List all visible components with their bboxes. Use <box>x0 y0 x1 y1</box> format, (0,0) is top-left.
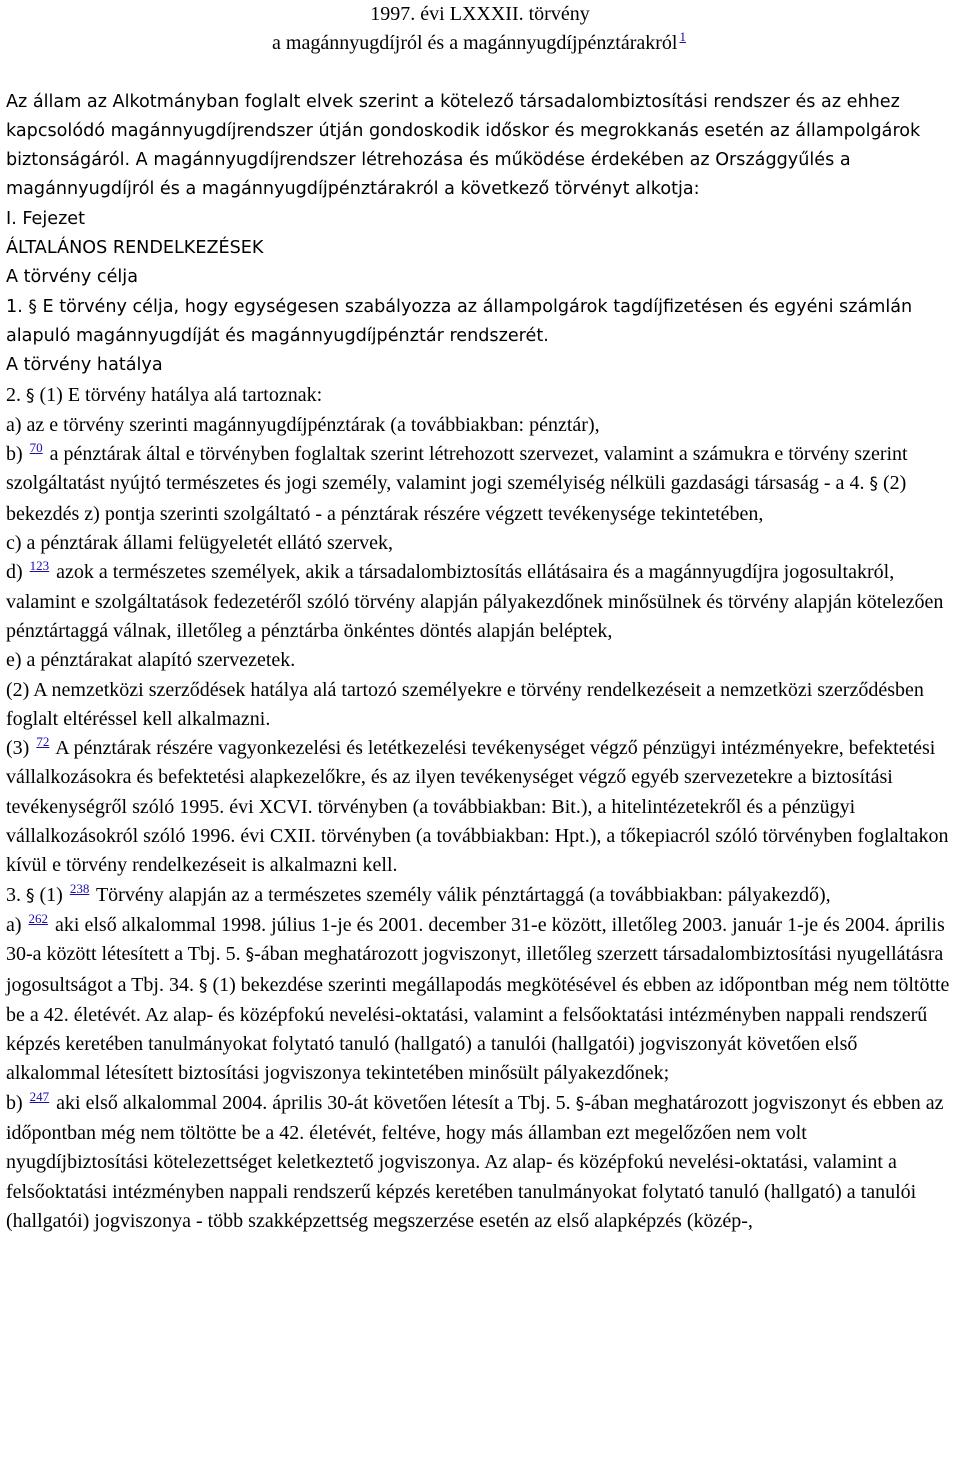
paragraph-label: (3) <box>6 737 30 760</box>
section-sign: § <box>28 296 37 317</box>
point-b-text-2: (2) bekezdés z) pontja szerinti szolgáltató - a pénztárak részére végzett tevékenysége tekintetében, <box>6 472 907 525</box>
section-sign: § <box>26 885 35 906</box>
paragraph-label: (1) <box>39 883 63 906</box>
point-a-text: aki első alkalommal 1998. július 1-je és 2001. december 31-e között, illetőleg 2003. január 1-je és 2004. április 30-a között létesített a Tbj. 5. <box>6 913 945 966</box>
section-sign: § <box>575 1093 585 1114</box>
point-label: b) <box>6 1091 23 1114</box>
law-subtitle-text: a magánnyugdíjról és a magánnyugdíjpénztárakról <box>272 32 678 55</box>
law-title: 1997. évi LXXXII. törvény <box>370 3 590 25</box>
section-2-intro <box>6 381 954 411</box>
section-2-point-b <box>6 440 954 529</box>
section-number: 1. <box>6 296 23 317</box>
section-number: 3. <box>6 883 21 906</box>
section-2-paragraph-3 <box>6 734 954 880</box>
paragraph-3-text: A pénztárak részére vagyonkezelési és letétkezelési tevékenységet végző pénzügyi intézményekre, befektetési vállalkozásokra és befektetési alapkezelőkre, és az ilyen tevékenységet végző egyéb szervezetekre a biztosítási tevékenységről szóló 1995. évi XCVI. törvényben (a továbbiakban: Bit.), a hitelintézetekről és a pénzügyi vállalkozásokról szóló 1996. évi CXII. törvényben (a továbbiakban: Hpt.), a tőkepiacról szóló törvényben foglaltakon kívül e törvény rendelkezéseit is alkalmazni kell. <box>6 737 949 877</box>
point-a-text-3: (1) bekezdése szerinti megállapodás megkötésével és ebben az időpontban még nem töltötte be a 42. életévét. Az alap- és középfokú nevelési-oktatási, valamint a felsőoktatási intézményben nappali rendszerű képzés keretében tanulmányokat folytató tanuló (hallgató) a tanulói (hallgatói) jogviszonyát követően első alkalommal létesített biztosítási jogviszonya tekintetében minősült pályakezdőnek; <box>6 973 950 1085</box>
footnote-link-123[interactable]: 123 <box>29 558 50 574</box>
section-3-point-a <box>6 911 954 1089</box>
point-d-text: azok a természetes személyek, akik a társadalombiztosítás ellátásaira és a magánnyugdíjra jogosultakról, valamint e szolgáltatások fedezetéről szóló törvény alapján pályakezdőnek minősülnek és törvény alapján kötelezően pénztártaggá válnak, illetőleg a pénztárba önkéntes döntés alapján beléptek, <box>6 561 944 642</box>
law-subtitle <box>6 29 954 58</box>
footnote-link-262[interactable]: 262 <box>28 910 49 926</box>
section-1-body <box>6 293 954 352</box>
section-sign: § <box>198 975 208 996</box>
section-2-point-a: a) az e törvény szerinti magánnyugdíjpénztárak (a továbbiakban: pénztár), <box>6 413 600 436</box>
section-2-paragraph-2: (2) A nemzetközi szerződések hatálya alá tartozó személyekre e törvény rendelkezéseit a nemzetközi szerződésben foglalt eltéréssel kell alkalmazni. <box>6 678 924 730</box>
footnote-link-238[interactable]: 238 <box>69 880 90 896</box>
chapter-title: ÁLTALÁNOS RENDELKEZÉSEK <box>6 238 264 259</box>
paragraph-1-text: Törvény alapján az a természetes személy válik pénztártaggá (a továbbiakban: pályakezdő), <box>95 883 831 906</box>
section-sign: § <box>869 474 878 495</box>
preamble: Az állam az Alkotmányban foglalt elvek szerint a kötelező társadalombiztosítási rendszer és az ehhez kapcsolódó magánnyugdíjrendszer útján gondoskodik időskor és megrokkanás esetén az állampolgárok biztonságáról. A magánnyugdíjrendszer létrehozása és működése érdekében az Országgyűlés a magánnyugdíjról és a magánnyugdíjpénztárakról a következő törvényt alkotja: <box>6 91 921 200</box>
section-1-text: E törvény célja, hogy egységesen szabályozza az állampolgárok tagdíjfizetésen és egyéni számlán alapuló magánnyugdíját és magánnyugdíjpénztár rendszerét. <box>6 296 913 346</box>
section-1-heading: A törvény célja <box>6 267 138 288</box>
point-b-text: a pénztárak által e törvényben foglaltak szerint létrehozott szervezet, valamint a számukra e törvény szerint szolgáltatást nyújtó természetes és jogi személy, valamint jogi személyiség nélküli gazdasági társaság - a 4. <box>6 443 908 495</box>
point-label: d) <box>6 561 23 584</box>
point-a-text-2: -ában meghatározott jogviszonyt, illetőleg szerzett társadalombiztosítási nyugellátásra jogosultságot a Tbj. 34. <box>6 943 944 996</box>
chapter-number: I. Fejezet <box>6 208 86 229</box>
section-number: 2. <box>6 383 21 406</box>
point-label: a) <box>6 913 22 936</box>
section-sign: § <box>245 945 255 966</box>
spacer <box>6 59 954 88</box>
section-2-intro-text: (1) E törvény hatálya alá tartoznak: <box>34 383 323 406</box>
footnote-link-1[interactable]: 1 <box>679 29 686 45</box>
footnote-link-70[interactable]: 70 <box>29 440 43 456</box>
document-header <box>6 0 954 59</box>
footnote-link-247[interactable]: 247 <box>29 1088 50 1104</box>
point-b-text-2: -ában meghatározott jogviszonyt és ebben az időpontban még nem töltötte be a 42. életévét, feltéve, hogy más államban ezt megelőzően nem volt nyugdíjbiztosítási kötelezettséget keletkeztető jogviszonya. Az alap- és középfokú nevelési-oktatási, valamint a felsőoktatási intézményben nappali rendszerű képzés keretében tanulmányokat folytató tanuló (hallgató) a tanulói (hallgatói) jogviszonya - több szakképzettség megszerzése esetén az első alapképzés (közép-, <box>6 1091 944 1232</box>
footnote-link-72[interactable]: 72 <box>36 734 50 750</box>
section-2-point-d <box>6 558 954 646</box>
section-3-paragraph-1 <box>6 881 954 911</box>
section-2-point-e: e) a pénztárakat alapító szervezetek. <box>6 649 296 672</box>
point-label: b) <box>6 443 23 466</box>
section-3-point-b <box>6 1089 954 1236</box>
point-b-text: aki első alkalommal 2004. április 30-át követően létesít a Tbj. 5. <box>56 1091 571 1114</box>
section-sign: § <box>26 385 35 406</box>
section-2-heading: A törvény hatálya <box>6 355 163 376</box>
section-2-point-c: c) a pénztárak állami felügyeletét ellátó szervek, <box>6 532 394 555</box>
